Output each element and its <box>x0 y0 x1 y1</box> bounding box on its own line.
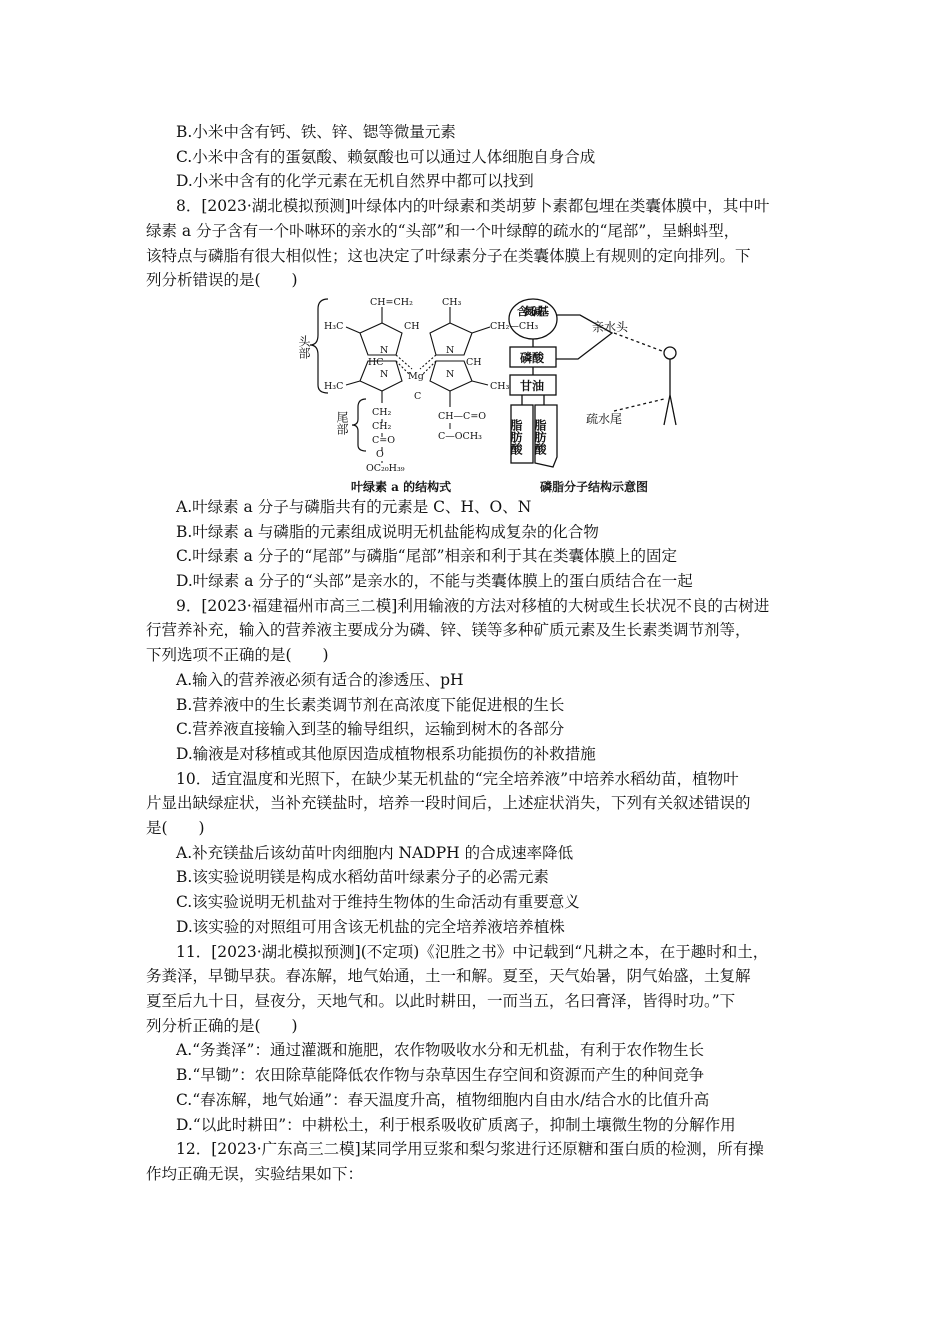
q12-stem-line: 12．[2023·广东高三二模]某同学用豆浆和梨匀浆进行还原糖和蛋白质的检测，所有操 <box>176 1140 764 1159</box>
document-page <box>146 120 806 1187</box>
chem-ch-right: CH <box>466 356 482 368</box>
q8-figure <box>146 295 806 493</box>
label-fatty-acid-1: 脂肪酸 <box>509 418 523 455</box>
chem-h3c-low: H₃C <box>324 380 344 392</box>
q7-option-b: B.小米中含有钙、铁、锌、锶等微量元素 <box>176 123 456 141</box>
q9-stem-line: 行营养补充，输入的营养液主要成分为磷、锌、镁等多种矿质元素及生长素类调节剂等， <box>146 621 751 640</box>
q8-stem-line: 该特点与磷脂有很大相似性；这也决定了叶绿素分子在类囊体膜上有规则的定向排列。下 <box>146 246 751 265</box>
q9-stem-line: 下列选项不正确的是( ) <box>146 646 329 665</box>
label-hydrophobic: 疏水尾 <box>586 411 623 426</box>
chem-h3c-left: H₃C <box>324 320 344 332</box>
chem-mg: Mg <box>408 370 424 382</box>
q11-stem-line: 列分析正确的是( ) <box>146 1016 298 1035</box>
q10-option-c: C.该实验说明无机盐对于维持生物体的生命活动有重要意义 <box>176 893 580 912</box>
phospholipid-labels <box>509 304 648 493</box>
tail-label: 尾部 <box>335 410 349 435</box>
q11-stem-line: 务粪泽，早锄早获。春冻解，地气始通，土一和解。夏至，天气始暑，阴气始盛，土复解 <box>146 967 751 986</box>
chem-co: C=O <box>372 434 396 446</box>
q8-option-b: B.叶绿素 a 与磷脂的元素组成说明无机盐能构成复杂的化合物 <box>176 522 599 541</box>
q11-option-d: D.“以此时耕田”：中耕松土，利于根系吸收矿质离子，抑制土壤微生物的分解作用 <box>176 1115 736 1134</box>
q9-option-c: C.营养液直接输入到茎的输导组织，运输到树木的各部分 <box>176 720 565 739</box>
q9-stem-line: 9．[2023·福建福州市高三二模]利用输液的方法对移植的大树或生长状况不良的古树进 <box>176 596 770 615</box>
chem-ch3-top: CH₃ <box>442 296 462 308</box>
chem-hc: HC <box>368 356 384 368</box>
chem-ch2-a: CH₂ <box>372 406 392 418</box>
q9-option-d: D.输液是对移植或其他原因造成植物根系功能损伤的补救措施 <box>176 744 596 763</box>
q8-stem-line: 列分析错误的是( ) <box>146 271 298 290</box>
q10-stem-line: 10．适宜温度和光照下，在缺少某无机盐的“完全培养液”中培养水稻幼苗，植物叶 <box>176 769 739 788</box>
chem-n2: N <box>446 344 455 356</box>
q10-option-d: D.该实验的对照组可用含该无机盐的完全培养液培养植株 <box>176 917 565 936</box>
tail-brace <box>352 399 366 451</box>
q11-stem-line: 夏至后九十日，昼夜分，天地气和。以此时耕田，一而当五，名曰膏泽，皆得时功。”下 <box>146 991 736 1010</box>
chem-o: O <box>376 448 384 460</box>
chem-ch-co: CH—C=O <box>438 410 487 422</box>
q7-option-d: D.小米中含有的化学元素在无机自然界中都可以找到 <box>176 172 534 191</box>
q10-option-a: A.补充镁盐后该幼苗叶肉细胞内 NADPH 的合成速率降低 <box>176 843 574 862</box>
chem-n3: N <box>380 368 389 380</box>
left-caption: 叶绿素 a 的结构式 <box>351 479 452 493</box>
label-glycerol: 甘油 <box>520 378 545 393</box>
q8-figure-svg <box>146 295 806 493</box>
q8-stem-line: 绿素 a 分子含有一个卟啉环的亲水的“头部”和一个叶绿醇的疏水的“尾部”，呈蝌蚪型， <box>146 221 740 240</box>
q9-option-a: A.输入的营养液必须有适合的渗透压、pH <box>176 670 464 689</box>
q11-stem-line: 11．[2023·湖北模拟预测](不定项)《氾胜之书》中记载到“凡耕之本，在于趣时和土， <box>176 942 769 961</box>
q10-stem-line: 片显出缺绿症状，当补充镁盐时，培养一段时间后，上述症状消失，下列有关叙述错误的 <box>146 794 751 813</box>
q9-option-b: B.营养液中的生长素类调节剂在高浓度下能促进根的生长 <box>176 695 565 714</box>
q8-option-a: A.叶绿素 a 分子与磷脂共有的元素是 C、H、O、N <box>176 497 532 516</box>
chem-phytyl: OC₂₀H₃₉ <box>366 462 405 474</box>
right-caption: 磷脂分子结构示意图 <box>540 479 649 493</box>
chem-coch3: C—OCH₃ <box>438 430 482 442</box>
q10-stem-line: 是( ) <box>146 819 205 838</box>
chem-ch2-b: CH₂ <box>372 420 392 432</box>
chem-n4: N <box>446 368 455 380</box>
q8-stem-line: 8．[2023·湖北模拟预测]叶绿体内的叶绿素和类胡萝卜素都包埋在类囊体膜中，其中叶 <box>176 197 770 216</box>
q7-option-c: C.小米中含有的蛋氨酸、赖氨酸也可以通过人体细胞自身合成 <box>176 147 596 166</box>
chem-ch3-low: CH₃ <box>490 380 510 392</box>
label-phosphate: 磷酸 <box>520 350 545 365</box>
chem-ch-bridge: CH <box>404 320 420 332</box>
chlorophyll-labels <box>324 297 538 474</box>
chem-ethyl: CH₂—CH₃ <box>490 320 539 332</box>
head-brace <box>310 299 328 393</box>
q8-option-c: C.叶绿素 a 分子的“尾部”与磷脂“尾部”相亲和利于其在类囊体膜上的固定 <box>176 547 678 566</box>
label-fatty-acid-2: 脂肪酸 <box>533 418 547 455</box>
label-hydrophilic: 亲水头 <box>592 319 629 334</box>
label-base: 含氮碱基 <box>517 304 549 318</box>
q11-option-a: A.“务粪泽”：通过灌溉和施肥，农作物吸收水分和无机盐，有利于农作物生长 <box>176 1041 704 1060</box>
head-label: 头部 <box>297 334 311 359</box>
chem-n1: N <box>380 344 389 356</box>
q11-option-b: B.“早锄”：农田除草能降低农作物与杂草因生存空间和资源而产生的种间竞争 <box>176 1066 705 1085</box>
q11-option-c: C.“春冻解，地气始通”：春天温度升高，植物细胞内自由水/结合水的比值升高 <box>176 1090 710 1109</box>
q10-option-b: B.该实验说明镁是构成水稻幼苗叶绿素分子的必需元素 <box>176 868 549 887</box>
chem-ring-c: C <box>414 390 422 402</box>
chem-vinyl: CH=CH₂ <box>370 296 413 308</box>
q12-stem-line: 作均正确无误，实验结果如下： <box>146 1164 364 1183</box>
q8-option-d: D.叶绿素 a 分子的“头部”是亲水的，不能与类囊体膜上的蛋白质结合在一起 <box>176 572 693 591</box>
